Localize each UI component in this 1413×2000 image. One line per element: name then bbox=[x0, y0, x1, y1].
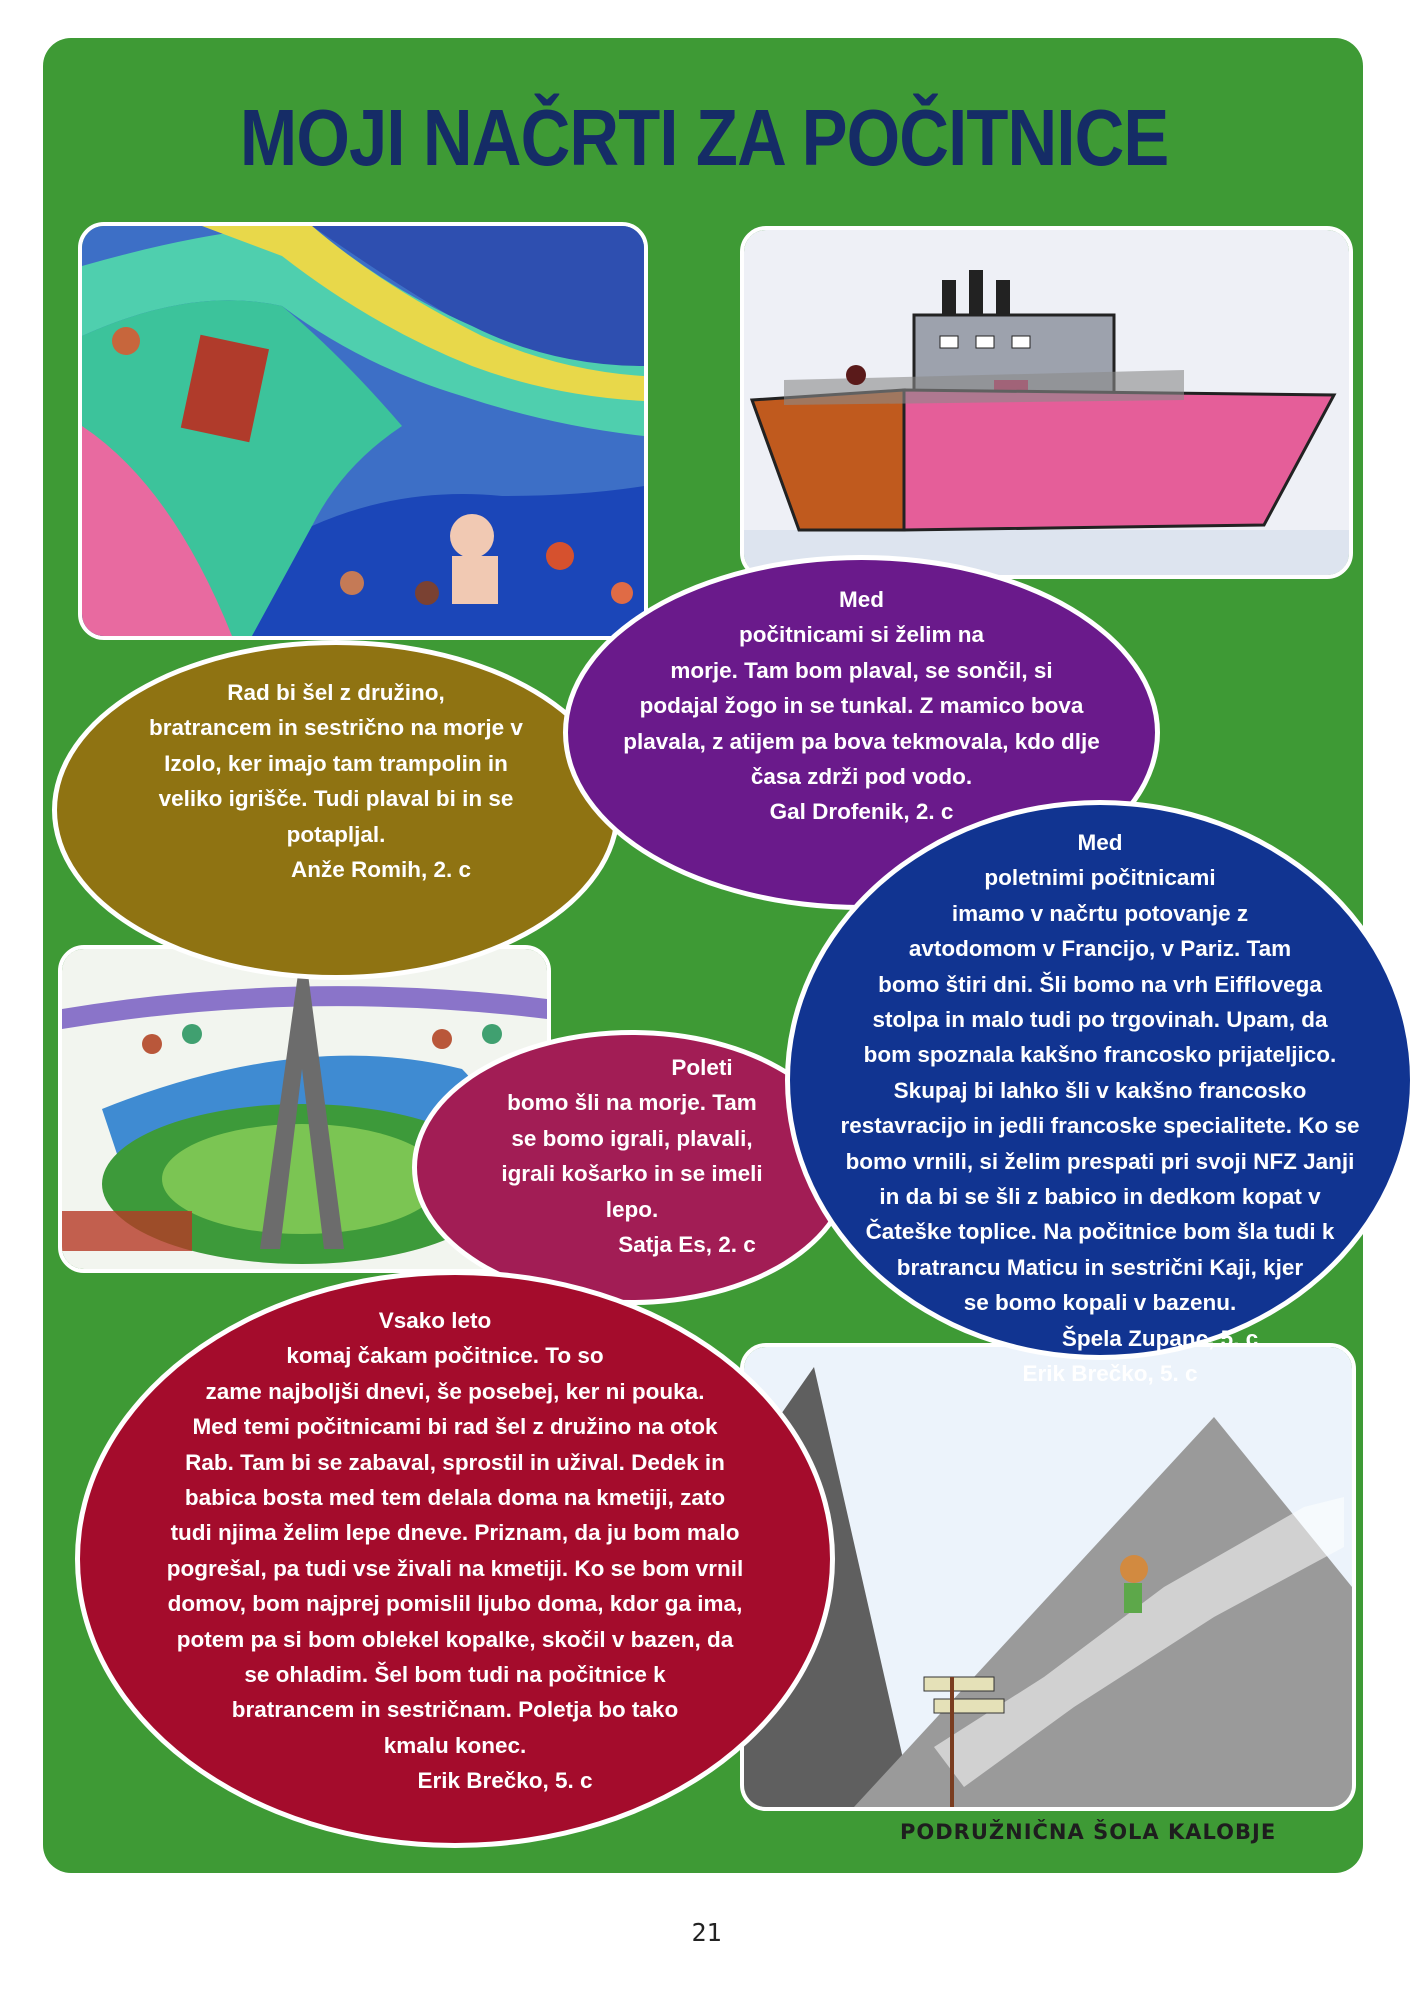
story-line: potapljal. bbox=[286, 821, 386, 847]
story-line: Izolo, ker imajo tam trampolin in bbox=[164, 750, 508, 776]
story-line: morje. Tam bom plaval, se sončil, si bbox=[670, 657, 1053, 683]
story-line: Med temi počitnicami bi rad šel z družino na otok bbox=[192, 1414, 718, 1440]
story-line: zame najboljši dnevi, še posebej, ker ni pouka. bbox=[205, 1378, 705, 1404]
story-line: pogrešal, pa tudi vse živali na kmetiji. Ko se bom vrnil bbox=[166, 1555, 744, 1581]
story-line: bratrancem in sestrično na morje v bbox=[149, 715, 523, 741]
story-line: imamo v načrtu potovanje z bbox=[951, 900, 1249, 926]
story-author: Špela Zupanc, 5. c bbox=[1061, 1325, 1259, 1351]
story-line: Med bbox=[839, 587, 884, 612]
story-line: podajal žogo in se tunkal. Z mamico bova bbox=[639, 693, 1084, 719]
story-line: restavracijo in jedli francoske specialitete. Ko se bbox=[840, 1113, 1360, 1139]
story-line: bratrancu Maticu in sestrični Kaji, kjer bbox=[896, 1254, 1304, 1280]
story-line: Čateške toplice. Na počitnice bom šla tudi k bbox=[865, 1219, 1335, 1245]
story-line: kmalu konec. bbox=[383, 1732, 527, 1758]
story-line: plavala, z atijem pa bova tekmovala, kdo dlje bbox=[623, 728, 1100, 754]
page-title: MOJI NAČRTI ZA POČITNICE bbox=[239, 93, 1169, 182]
story-line: časa zdrži pod vodo. bbox=[750, 764, 973, 790]
story-line: veliko igrišče. Tudi plaval bi in se bbox=[158, 786, 514, 812]
story-line: bomo štiri dni. Šli bomo na vrh Eifflovega bbox=[878, 971, 1322, 997]
story-line: bom spoznala kakšno francosko prijateljico. bbox=[863, 1042, 1337, 1068]
school-footer: PODRUŽNIČNA ŠOLA KALOBJE bbox=[900, 1820, 1277, 1844]
story-author: Erik Brečko, 5. c bbox=[1022, 1361, 1198, 1387]
story-author: Anže Romih, 2. c bbox=[290, 857, 472, 883]
story-line: komaj čakam počitnice. To so bbox=[286, 1343, 604, 1369]
story-line: bratrancem in sestričnam. Poletja bo tako bbox=[231, 1697, 679, 1723]
story-line: in da bi se šli z babico in dedkom kopat v bbox=[879, 1184, 1321, 1210]
story-line: Vsako leto bbox=[378, 1308, 492, 1333]
story-line: stolpa in malo tudi po trgovinah. Upam, da bbox=[872, 1007, 1328, 1033]
story-line: Rad bi šel z družino, bbox=[227, 680, 445, 705]
story-line: Med bbox=[1077, 830, 1123, 855]
page-number: 21 bbox=[691, 1918, 722, 1947]
story-line: bomo vrnili, si želim prespati pri svoji NFZ Janji bbox=[845, 1148, 1355, 1174]
story-author: Satja Es, 2. c bbox=[618, 1232, 756, 1258]
story-line: se bomo kopali v bazenu. bbox=[963, 1290, 1237, 1316]
story-bubble-anze bbox=[52, 640, 620, 980]
story-line: poletnimi počitnicami bbox=[984, 865, 1216, 891]
story-line: lepo. bbox=[605, 1196, 659, 1222]
story-line: babica bosta med tem delala doma na kmetiji, zato bbox=[184, 1485, 726, 1511]
story-bubble-spela bbox=[785, 800, 1413, 1387]
story-line: se ohladim. Šel bom tudi na počitnice k bbox=[244, 1662, 666, 1688]
story-line: Rab. Tam bi se zabaval, sprostil in užival. Dedek in bbox=[185, 1449, 725, 1475]
story-line: počitnicami si želim na bbox=[738, 622, 985, 648]
story-line: bomo šli na morje. Tam bbox=[507, 1090, 757, 1116]
story-author: Gal Drofenik, 2. c bbox=[769, 799, 954, 825]
story-line: potem pa si bom oblekel kopalke, skočil v bazen, da bbox=[176, 1626, 734, 1652]
story-line: igrali košarko in se imeli bbox=[501, 1161, 763, 1187]
story-line: tudi njima želim lepe dneve. Priznam, da ju bom malo bbox=[170, 1520, 740, 1546]
story-bubble-erik bbox=[75, 1270, 835, 1848]
story-line: avtodomom v Francijo, v Pariz. Tam bbox=[908, 936, 1292, 962]
story-author: Erik Brečko, 5. c bbox=[417, 1768, 593, 1794]
story-line: se bomo igrali, plavali, bbox=[511, 1125, 753, 1151]
story-line: Skupaj bi lahko šli v kakšno francosko bbox=[893, 1077, 1307, 1103]
beach-drawing bbox=[78, 222, 648, 640]
ship-drawing bbox=[740, 226, 1353, 579]
story-line: Poleti bbox=[671, 1055, 733, 1080]
story-line: domov, bom najprej pomislil ljubo doma, kdor ga ima, bbox=[167, 1591, 743, 1617]
